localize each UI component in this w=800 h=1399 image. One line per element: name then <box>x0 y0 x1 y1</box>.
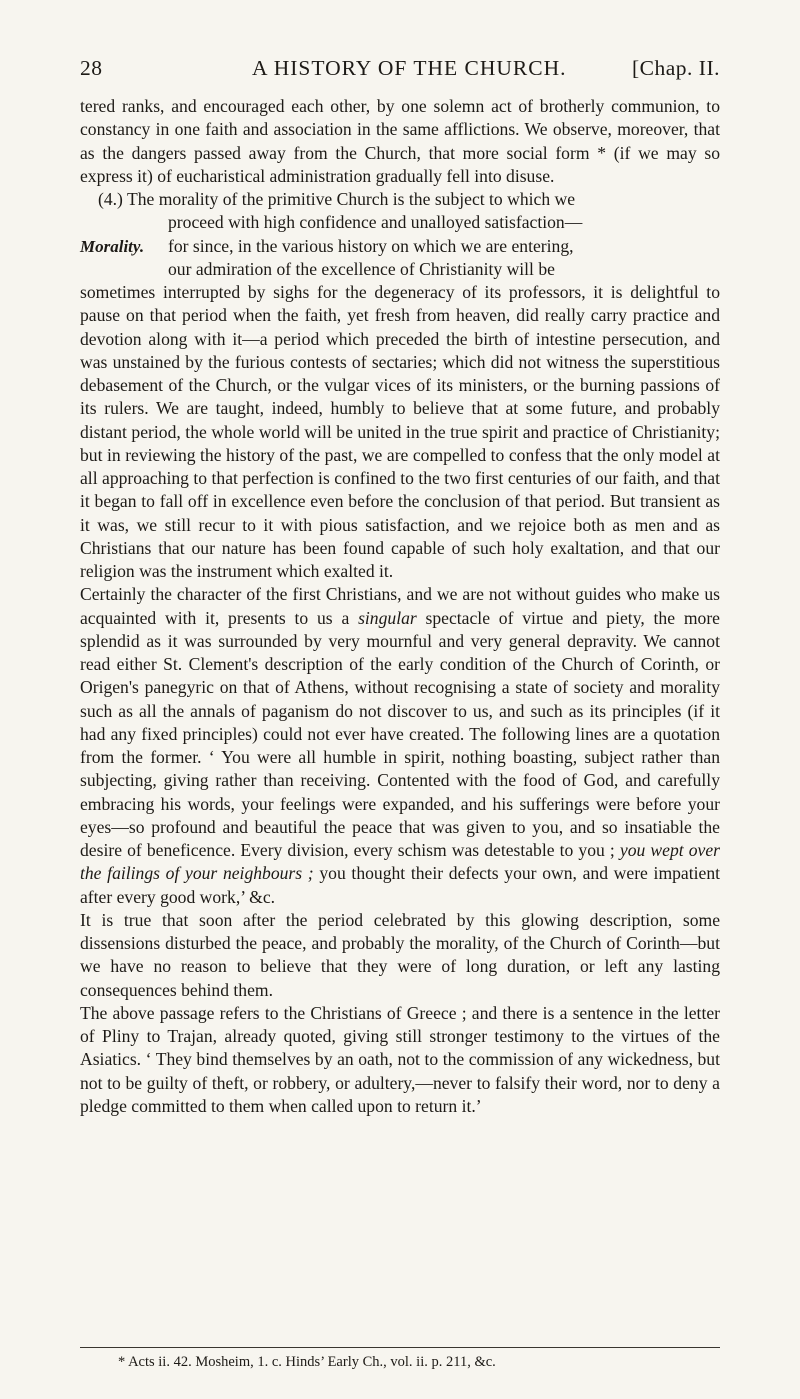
page-body <box>80 95 720 1118</box>
page-number: 28 <box>80 56 103 80</box>
section-4-line-1: (4.) The morality of the primitive Church is the subject to which we <box>98 189 576 209</box>
paragraph-corinth: It is true that soon after the period celebrated by this glowing description, some dissensions disturbed the peace, and probably the morality, of the Church of Corinth—but we have no reason to believe that they were of long duration, or left any lasting consequences behind them. <box>80 909 720 1000</box>
text-run: you thought their defects your own, and were impatient after every good work,’ &c. <box>80 863 721 907</box>
paragraph-morality: sometimes interrupted by sighs for the degeneracy of its professors, it is delightful to pause on that period when the faith, yet fresh from heaven, did really carry practice and devotion along with it—a period which preceded the birth of intestine persecution, and was unstained by the furious contests of sectaries; which did not witness the superstitious debasement of the Church, or the vulgar vices of its ministers, or the burning passions of its rulers. We are taught, indeed, humbly to believe that at some future, and probably distant period, the whole world will be united in the true spirit and practice of Christianity; but in reviewing the history of the past, we are compelled to confess that the only model at all approaching to that perfection is confined to the two first centuries of our faith, and that it began to fall off in excellence even before the conclusion of that period. But transient as it was, we still recur to it with pious satisfaction, and we rejoice both as men and as Christians that our nature has been found capable of such holy exaltation, and that our religion was the instrument which exalted it. <box>80 282 720 581</box>
running-title: A HISTORY OF THE CHURCH. <box>252 56 567 80</box>
italic-quote: you wept over the failings of your neighbours ; <box>80 840 720 884</box>
paragraph-pliny: The above passage refers to the Christians of Greece ; and there is a sentence in the letter of Pliny to Trajan, already quoted, giving still stronger testimony to the virtues of the Asiatics. ‘ They bind themselves by an oath, not to the commission of any wickedness, but not to be guilty of theft, or robbery, or adultery,—never to falsify their word, nor to deny a pledge committed to them when called upon to return it.’ <box>80 1002 720 1116</box>
paragraph-first-christians <box>80 583 720 909</box>
margin-label-morality: Morality. <box>80 236 145 256</box>
chapter-label: [Chap. II. <box>632 56 720 80</box>
footnote: * Acts ii. 42. Mosheim, 1. c. Hinds’ Early Ch., vol. ii. p. 211, &c. <box>118 1354 496 1370</box>
italic-singular: singular <box>358 607 417 628</box>
running-header <box>80 56 720 86</box>
text-run: spectacle of virtue and piety, the more splendid as it was surrounded by very mournful and very general depravity. We cannot read either St. Clement's description of the early condition of the Church of Corinth, or Origen's panegyric on that of Athens, without recognising a state of society and morality such as all the annals of paganism do not discover to us, and such as its principles (if it had any fixed principles) could not ever have created. The following lines are a quotation from the former. ‘ You were all humble in spirit, nothing boasting, subject rather than subjecting, giving rather than receiving. Contented with the food of God, and carefully embracing his words, your feelings were expanded, and his sufferings were before your eyes—so profound and beautiful the peace that was given to you, and so insatiable the desire of beneficence. Every division, every schism was detestable to you ; <box>80 607 720 860</box>
margin-note-row <box>80 235 720 258</box>
paragraph-eucharist: tered ranks, and encouraged each other, by one solemn act of brotherly communion, to constancy in one faith and association in the same afflictions. We observe, moreover, that as the dangers passed away from the Church, that more social form * (if we may so express it) of eucharistical administration gradually fell into disuse. <box>80 96 720 186</box>
section-4-line-4: our admiration of the excellence of Christianity will be <box>168 258 555 279</box>
footnote-rule <box>80 1347 720 1348</box>
section-4-line-2: proceed with high confidence and unalloyed satisfaction— <box>168 212 583 233</box>
text-run: Certainly the character of the first Christians, and we are not without guides who make us acquainted with it, presents to us a <box>80 584 720 628</box>
section-4-line-3: for since, in the various history on which we are entering, <box>168 235 574 256</box>
